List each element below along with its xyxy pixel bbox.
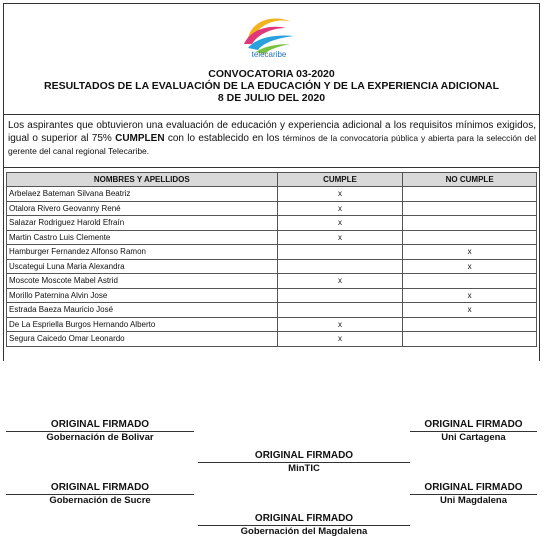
cumple-cell (277, 288, 403, 303)
cumple-cell (277, 303, 403, 318)
divider (3, 114, 540, 115)
signature-bolivar (6, 419, 194, 444)
no-cumple-cell (403, 187, 537, 202)
signature-entity: Uni Cartagena (441, 432, 506, 443)
no-cumple-cell (403, 230, 537, 245)
signature-uni-cartagena (410, 419, 537, 444)
no-cumple-cell: x (403, 259, 537, 274)
cumple-cell (277, 245, 403, 260)
intro-bold: CUMPLEN (115, 133, 165, 144)
signature-gob-magdalena (198, 513, 410, 538)
table-row (7, 303, 537, 318)
table-row (7, 216, 537, 231)
results-title: RESULTADOS DE LA EVALUACIÓN DE LA EDUCACIÓN Y DE LA EXPERIENCIA ADICIONAL (43, 80, 500, 92)
no-cumple-cell (403, 274, 537, 289)
signature-entity: Uni Magdalena (439, 495, 508, 506)
cumple-cell: x (277, 332, 403, 347)
intro-text-1: Los aspirantes que obtuvieron una evaluación de educación y experiencia adicional a los requisitos mínimos exigidos, igual o superior al 75% (8, 120, 536, 144)
applicant-name: Moscote Moscote Mabel Astrid (7, 274, 278, 289)
signature-entity: Gobernación de Bolivar (46, 432, 154, 443)
signature-status: ORIGINAL FIRMADO (50, 419, 150, 430)
table-row (7, 288, 537, 303)
table-row (7, 201, 537, 216)
signature-entity: Gobernación de Sucre (49, 495, 151, 506)
table-header-row (7, 173, 537, 187)
signature-status: ORIGINAL FIRMADO (424, 419, 523, 430)
table-row (7, 245, 537, 260)
table-row (7, 317, 537, 332)
no-cumple-cell: x (403, 245, 537, 260)
header-names: NOMBRES Y APELLIDOS (7, 173, 278, 187)
signature-uni-magdalena (410, 482, 537, 507)
cumple-cell: x (277, 317, 403, 332)
cumple-cell: x (277, 230, 403, 245)
cumple-cell (277, 259, 403, 274)
applicant-name: De La Espriella Burgos Hernando Alberto (7, 317, 278, 332)
applicant-name: Martin Castro Luis Clemente (7, 230, 278, 245)
intro-paragraph (8, 119, 536, 158)
signature-status: ORIGINAL FIRMADO (254, 450, 354, 461)
cumple-cell: x (277, 187, 403, 202)
applicant-name: Salazar Rodriguez Harold Efraín (7, 216, 278, 231)
table-row (7, 332, 537, 347)
signature-mintic (198, 450, 410, 475)
header-cumple: CUMPLE (277, 173, 403, 187)
logo-wordmark: telecaribe (251, 50, 287, 59)
signature-status: ORIGINAL FIRMADO (50, 482, 150, 493)
applicant-name: Uscategui Luna Maria Alexandra (7, 259, 278, 274)
applicant-name: Arbelaez Bateman Silvana Beatriz (7, 187, 278, 202)
no-cumple-cell (403, 201, 537, 216)
applicant-name: Hamburger Fernandez Alfonso Ramon (7, 245, 278, 260)
signature-status: ORIGINAL FIRMADO (424, 482, 523, 493)
results-table (6, 172, 537, 347)
cumple-cell: x (277, 274, 403, 289)
applicant-name: Otalora Rivero Geovanny René (7, 201, 278, 216)
table-row (7, 274, 537, 289)
no-cumple-cell (403, 332, 537, 347)
table-row (7, 187, 537, 202)
table-row (7, 230, 537, 245)
no-cumple-cell: x (403, 303, 537, 318)
applicant-name: Morillo Paternina Alvin Jose (7, 288, 278, 303)
cumple-cell: x (277, 201, 403, 216)
table-row (7, 259, 537, 274)
divider (3, 167, 540, 168)
header-no-cumple: NO CUMPLE (403, 173, 537, 187)
cumple-cell: x (277, 216, 403, 231)
date-title: 8 DE JULIO DEL 2020 (217, 92, 326, 104)
intro-text-2: con lo establecido en los (164, 133, 283, 144)
no-cumple-cell: x (403, 288, 537, 303)
signature-entity: MinTIC (288, 463, 320, 474)
signature-entity: Gobernación del Magdalena (240, 526, 368, 537)
applicant-name: Estrada Baeza Mauricio José (7, 303, 278, 318)
document-header (3, 68, 540, 104)
signature-sucre (6, 482, 194, 507)
signature-status: ORIGINAL FIRMADO (254, 513, 354, 524)
convocatoria-title: CONVOCATORIA 03-2020 (208, 68, 335, 80)
no-cumple-cell (403, 216, 537, 231)
no-cumple-cell (403, 317, 537, 332)
intro-text-small: términos de la convocatoria pública y abierta para la selección del gerente del canal regional Telecaribe. (8, 133, 536, 156)
applicant-name: Segura Caicedo Omar Leonardo (7, 332, 278, 347)
